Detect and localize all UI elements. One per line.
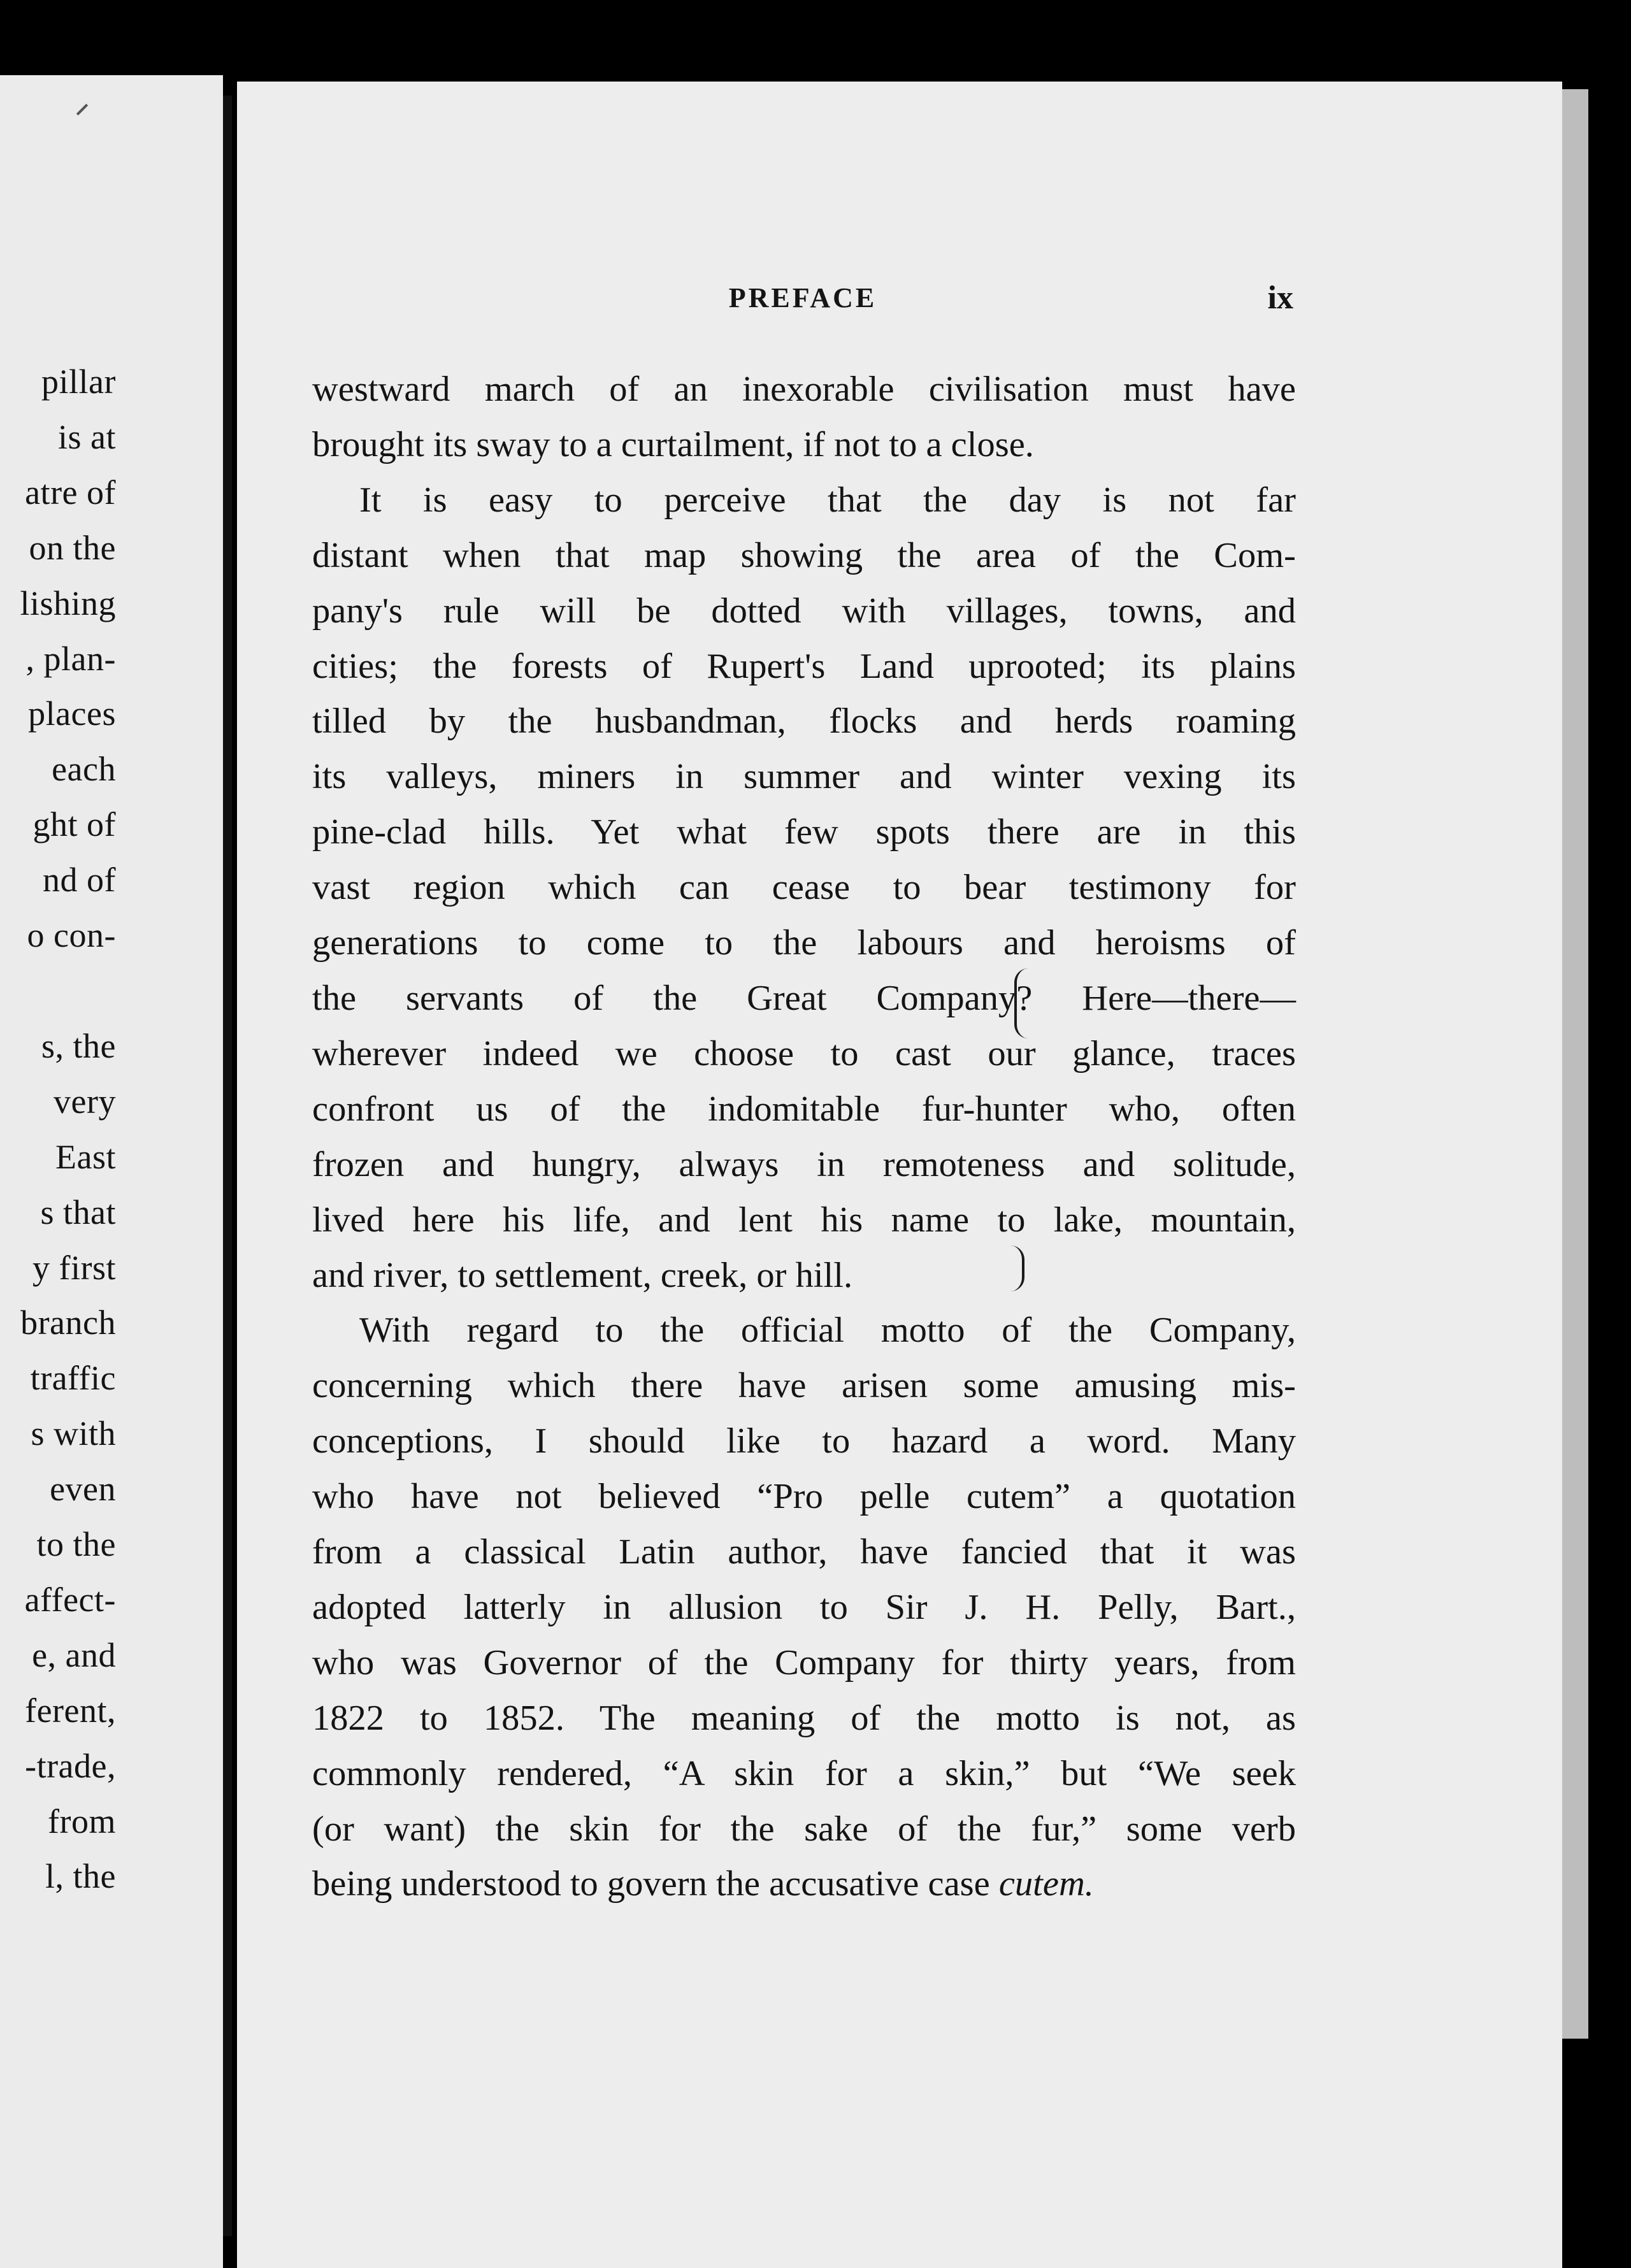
text-line: tilled by the husbandman, flocks and herds roaming bbox=[312, 701, 1296, 742]
left-line: pillar bbox=[41, 362, 116, 401]
left-line: nd of bbox=[43, 861, 116, 900]
left-line: s, the bbox=[41, 1026, 116, 1065]
italic-latin-word: cutem. bbox=[998, 1864, 1094, 1904]
text-line: (or want) the skin for the sake of the fur,” some verb bbox=[312, 1809, 1296, 1849]
text-line-final bbox=[312, 1856, 1296, 1912]
text-line: wherever indeed we choose to cast our glance, traces bbox=[312, 1033, 1296, 1073]
text-line: commonly rendered, “A skin for a skin,” but “We seek bbox=[312, 1753, 1296, 1793]
left-line: to the bbox=[36, 1525, 116, 1564]
left-line: y first bbox=[32, 1248, 116, 1287]
left-line: , plan- bbox=[25, 639, 116, 678]
left-line: atre of bbox=[25, 473, 116, 512]
text-line: concerning which there have arisen some amusing mis- bbox=[312, 1366, 1296, 1406]
handwritten-close-bracket-mark bbox=[1010, 1245, 1024, 1291]
left-line: from bbox=[48, 1802, 116, 1841]
text-line: who was Governor of the Company for thirty years, from bbox=[312, 1642, 1296, 1683]
left-line: affect- bbox=[24, 1580, 116, 1619]
left-line: very bbox=[54, 1082, 116, 1121]
left-line: traffic bbox=[30, 1359, 116, 1398]
left-line: -trade, bbox=[25, 1746, 116, 1785]
text-line: from a classical Latin author, have fancied that it was bbox=[312, 1532, 1296, 1572]
text-line: pine-clad hills. Yet what few spots there are in this bbox=[312, 812, 1296, 852]
left-line: s with bbox=[31, 1414, 116, 1453]
left-line: s that bbox=[40, 1193, 116, 1231]
left-line: ght of bbox=[32, 805, 116, 844]
text-line: brought its sway to a curtailment, if not to a close. bbox=[312, 424, 1034, 464]
page-number: ix bbox=[1267, 280, 1293, 316]
text-line: frozen and hungry, always in remoteness and solitude, bbox=[312, 1144, 1296, 1184]
left-line: ferent, bbox=[25, 1691, 116, 1730]
text-line: conceptions, I should like to hazard a word. Many bbox=[312, 1421, 1296, 1461]
left-line: o con- bbox=[27, 916, 116, 955]
text-line: distant when that map showing the area of the Com- bbox=[312, 535, 1296, 575]
paragraph-first-line: With regard to the official motto of the Company, bbox=[359, 1310, 1296, 1351]
text-line: cities; the forests of Rupert's Land uprooted; its plains bbox=[312, 646, 1296, 686]
text-line: generations to come to the labours and heroisms of bbox=[312, 923, 1296, 963]
page-header bbox=[312, 282, 1293, 324]
text-line: westward march of an inexorable civilisation must have bbox=[312, 370, 1296, 409]
left-line: is at bbox=[58, 417, 116, 456]
left-line: places bbox=[28, 694, 116, 733]
paragraph-first-line: It is easy to perceive that the day is not far bbox=[359, 480, 1296, 520]
text-line: who have not believed “Pro pelle cutem” a quotation bbox=[312, 1477, 1296, 1517]
left-line: lishing bbox=[20, 584, 116, 622]
text-line: confront us of the indomitable fur-hunter who, often bbox=[312, 1089, 1296, 1129]
left-line: East bbox=[55, 1137, 116, 1176]
facing-page-text-fragments bbox=[0, 354, 116, 1904]
book-gutter bbox=[223, 96, 232, 2236]
left-line: branch bbox=[20, 1303, 116, 1342]
text-line: vast region which can cease to bear testimony for bbox=[312, 868, 1296, 908]
final-line-text: being understood to govern the accusative case bbox=[312, 1864, 990, 1904]
left-line: l, the bbox=[45, 1857, 116, 1896]
left-line: even bbox=[50, 1470, 116, 1509]
text-line: and river, to settlement, creek, or hill. bbox=[312, 1255, 853, 1295]
text-line: lived here his life, and lent his name to lake, mountain, bbox=[312, 1200, 1296, 1240]
text-line: its valleys, miners in summer and winter vexing its bbox=[312, 757, 1296, 797]
left-line: each bbox=[52, 750, 116, 789]
left-line: e, and bbox=[32, 1635, 116, 1674]
preface-body-text bbox=[312, 362, 1296, 1912]
text-line: adopted latterly in allusion to Sir J. H. Pelly, Bart., bbox=[312, 1587, 1296, 1627]
text-line: 1822 to 1852. The meaning of the motto is not, as bbox=[312, 1698, 1296, 1738]
left-line bbox=[0, 963, 116, 1019]
text-line: the servants of the Great Company? Here—there— bbox=[312, 978, 1296, 1018]
left-line: on the bbox=[29, 528, 116, 567]
text-line: pany's rule will be dotted with villages, towns, and bbox=[312, 591, 1296, 631]
running-title: PREFACE bbox=[728, 282, 877, 313]
handwritten-open-bracket-mark bbox=[1014, 968, 1028, 1038]
